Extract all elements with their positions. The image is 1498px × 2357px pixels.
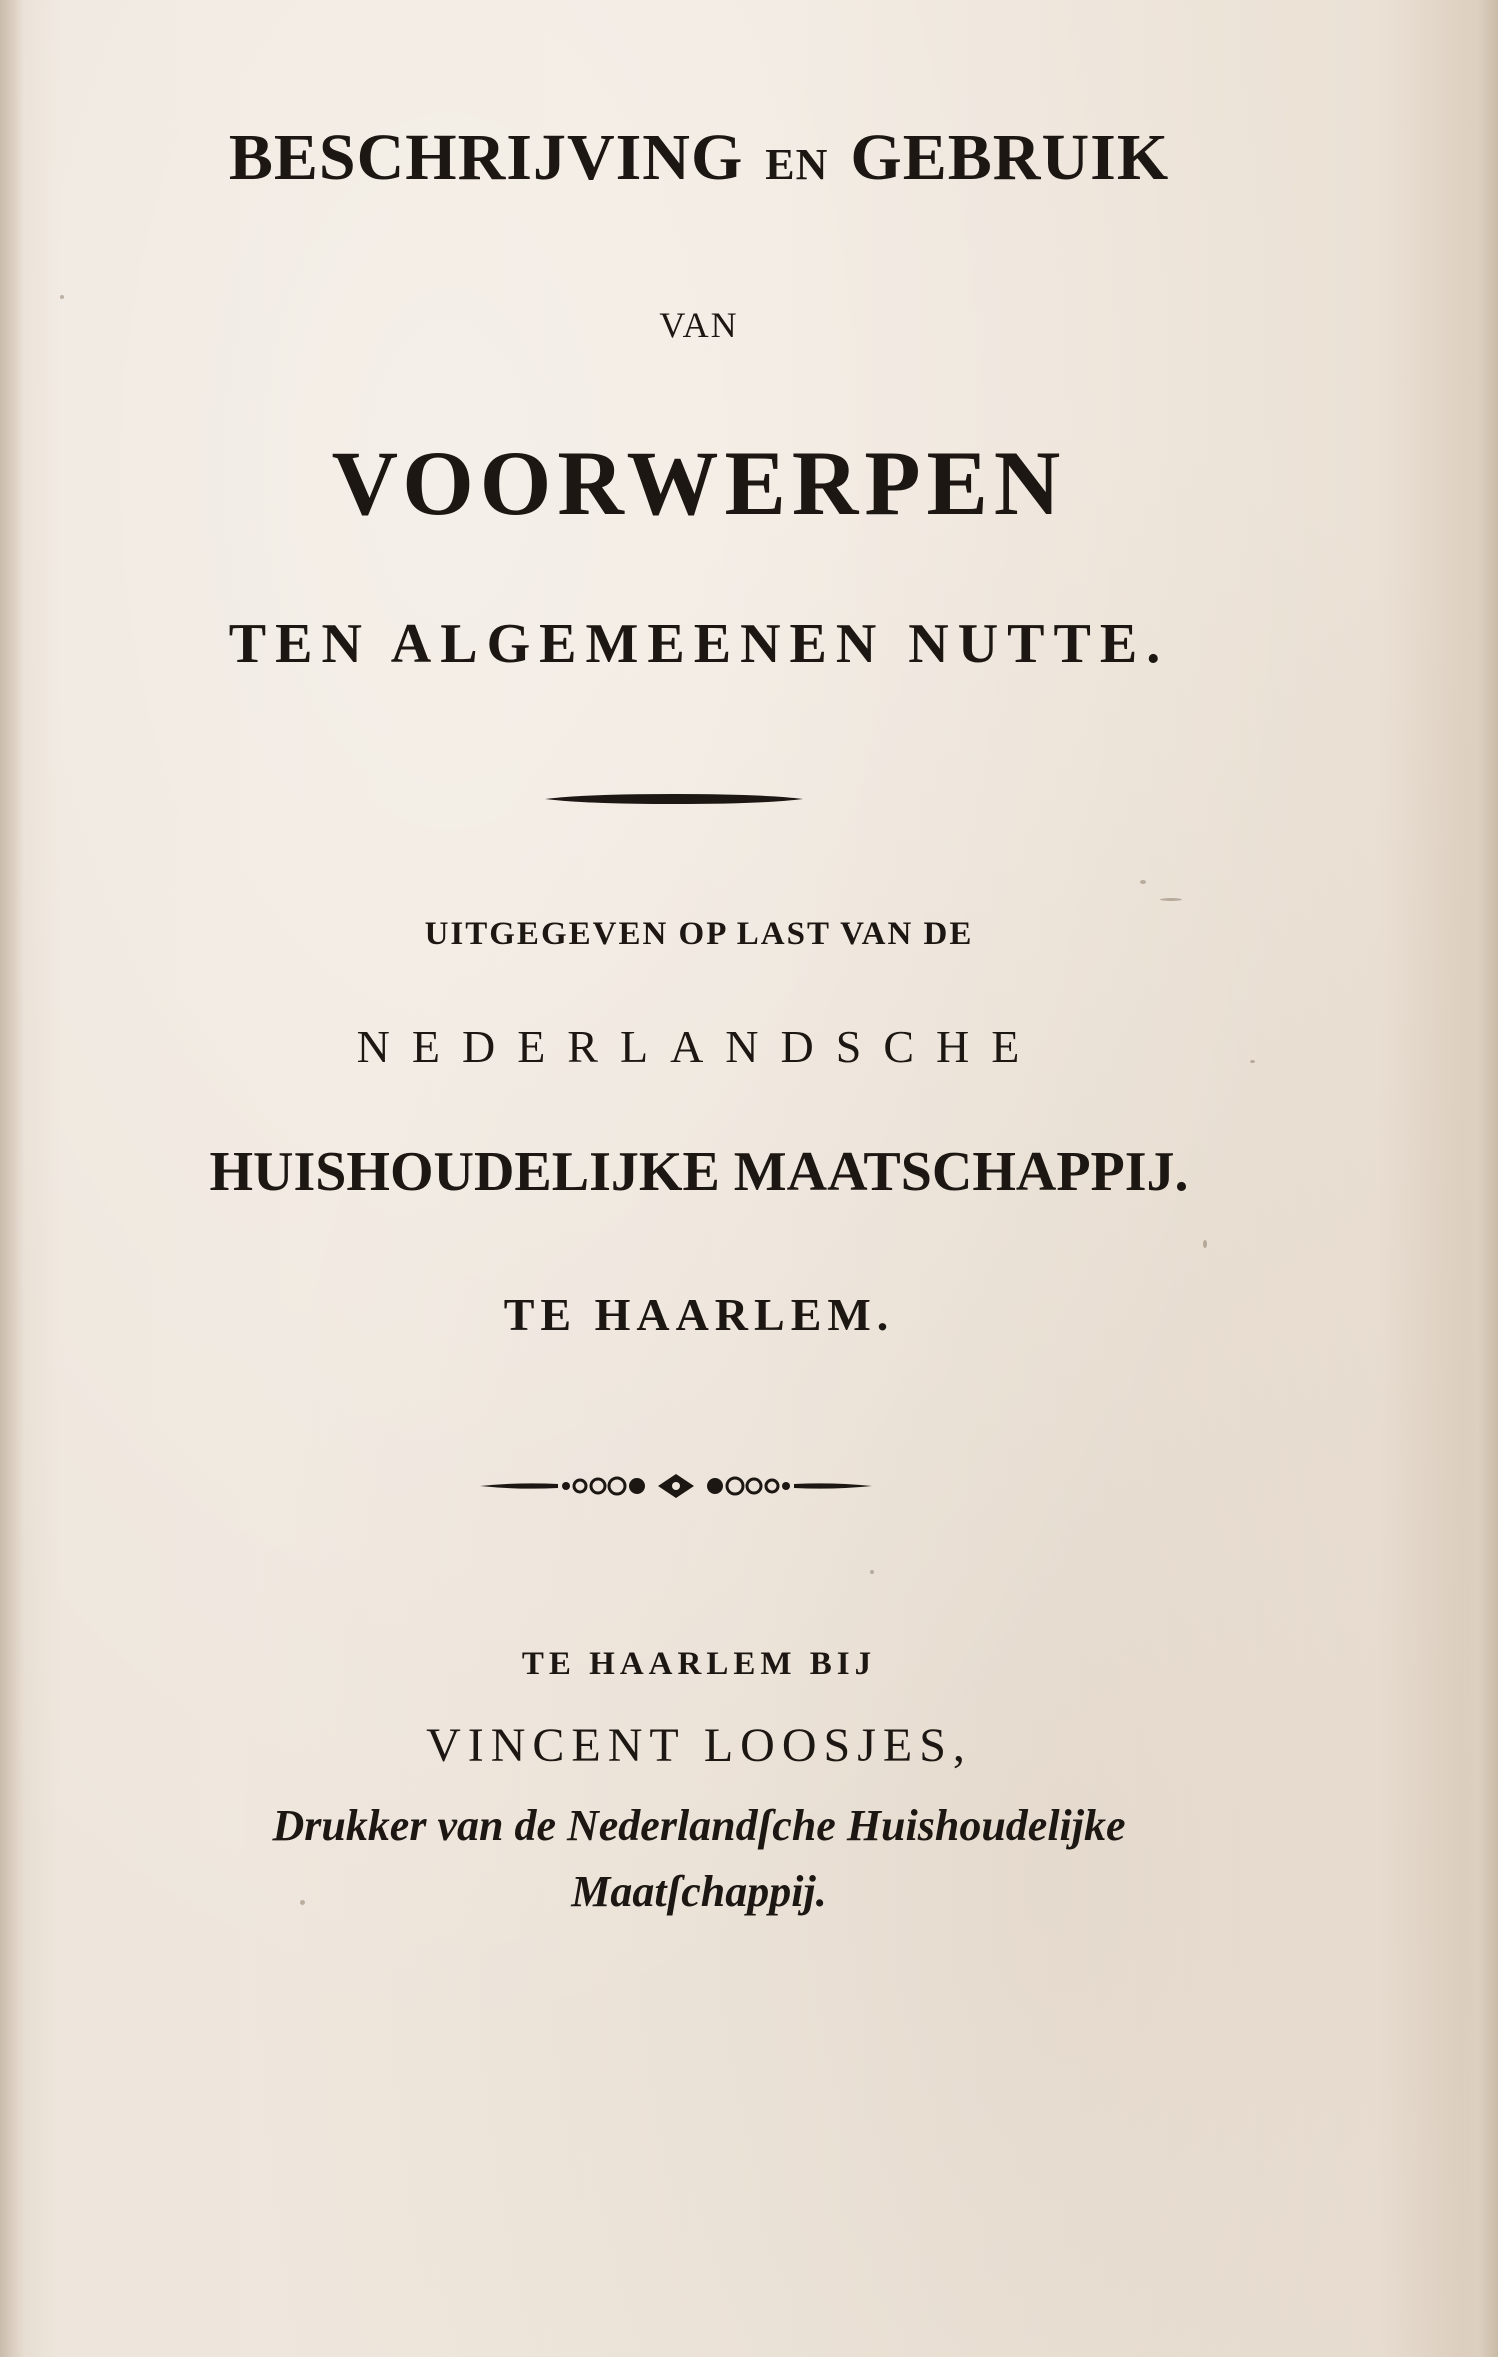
society-place: TE HAARLEM. xyxy=(503,1289,895,1340)
printer-role-line-2: Maatſchappij. xyxy=(571,1867,827,1916)
society-line-2: HUISHOUDELIJKE MAATSCHAPPIJ. xyxy=(209,1141,1189,1203)
subtitle: TEN ALGEMEENEN NUTTE. xyxy=(228,613,1170,675)
issued-by-line: UITGEGEVEN OP LAST VAN DE xyxy=(424,916,974,952)
printer-role-line-1: Drukker van de Nederlandſche Huishoudelijke xyxy=(272,1801,1126,1850)
imprint-place: TE HAARLEM BIJ xyxy=(521,1646,877,1682)
heading-en: EN xyxy=(765,140,829,189)
paper-speck xyxy=(1203,1240,1207,1248)
paper-speck xyxy=(60,295,64,299)
heading-line xyxy=(0,120,1398,196)
page-right-edge xyxy=(1458,0,1498,2357)
heading-part2: GEBRUIK xyxy=(850,121,1170,194)
paper-speck xyxy=(1140,880,1146,884)
paper-speck xyxy=(1160,898,1182,901)
paper-speck xyxy=(870,1570,874,1574)
printer-name: VINCENT LOOSJES, xyxy=(426,1719,972,1772)
society-line-1: NEDERLANDSCHE xyxy=(356,1021,1042,1072)
van-line: VAN xyxy=(659,305,739,345)
ornament-divider xyxy=(480,1468,872,1504)
heading-part1: BESCHRIJVING xyxy=(228,121,744,194)
decorative-rule xyxy=(545,793,803,805)
main-title: VOORWERPEN xyxy=(331,432,1067,534)
